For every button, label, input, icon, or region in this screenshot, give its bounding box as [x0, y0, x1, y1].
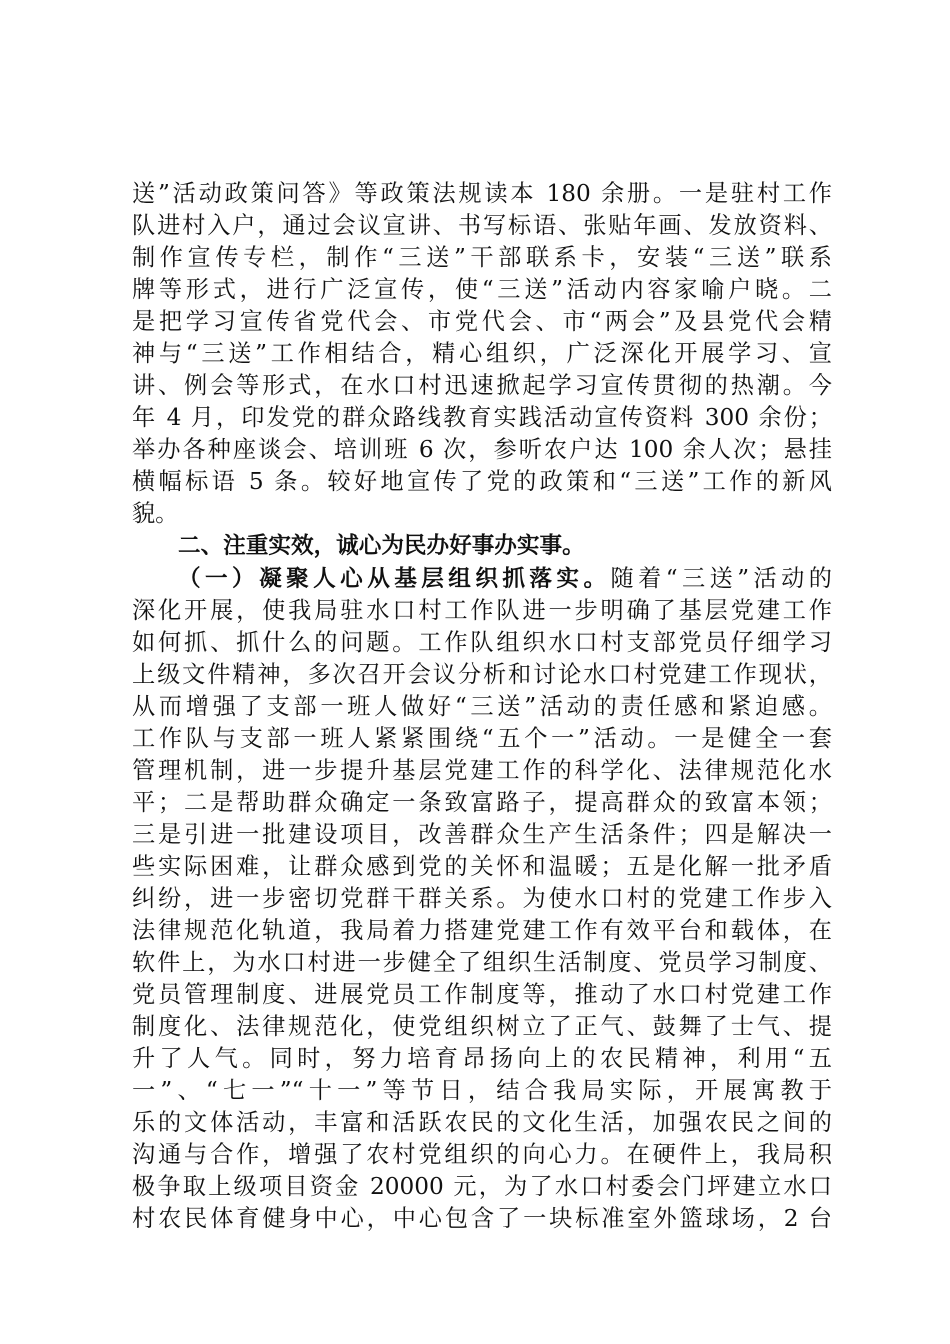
paragraph-2-line-16: 一”、“七一”“十一”等节日，结合我局实际，开展寓教于 [132, 1077, 832, 1104]
paragraph-2-line-11: 法律规范化轨道，我局着力搭建党建工作有效平台和载体，在 [132, 917, 832, 944]
paragraph-2-line-15: 升了人气。同时，努力培育昂扬向上的农民精神，利用“五 [132, 1045, 832, 1072]
paragraph-1-line-8: 年 4 月，印发党的群众路线教育实践活动宣传资料 300 余份； [132, 404, 832, 431]
subheading: （一）凝聚人心从基层组织抓落实。 [178, 566, 611, 592]
paragraph-2-line-2: 如何抓、抓什么的问题。工作队组织水口村支部党员仔细学习 [132, 629, 832, 656]
paragraph-2-line-13: 党员管理制度、进展党员工作制度等，推动了水口村党建工作 [132, 981, 832, 1008]
paragraph-2-line-10: 纠纷，进一步密切党群干群关系。为使水口村的党建工作步入 [132, 885, 832, 912]
paragraph-2-line-18: 沟通与合作，增强了农村党组织的向心力。在硬件上，我局积 [132, 1141, 832, 1168]
paragraph-1-line-4: 牌等形式，进行广泛宣传，使“三送”活动内容家喻户晓。二 [132, 276, 832, 303]
paragraph-1-line-2: 队进村入户，通过会议宣讲、书写标语、张贴年画、发放资料、 [132, 212, 832, 239]
paragraph-2-line-5: 工作队与支部一班人紧紧围绕“五个一”活动。一是健全一套 [132, 725, 832, 752]
paragraph-1-line-9: 举办各种座谈会、培训班 6 次，参听农户达 100 余人次；悬挂 [132, 436, 832, 463]
paragraph-2-line-8: 三是引进一批建设项目，改善群众生产生活条件；四是解决一 [132, 821, 832, 848]
paragraph-1-line-3: 制作宣传专栏，制作“三送”干部联系卡，安装“三送”联系 [132, 244, 832, 271]
paragraph-1-line-10: 横幅标语 5 条。较好地宣传了党的政策和“三送”工作的新风 [132, 468, 832, 495]
paragraph-2-line-19: 极争取上级项目资金 20000 元，为了水口村委会门坪建立水口 [132, 1173, 832, 1200]
paragraph-2-line-17: 乐的文体活动，丰富和活跃农民的文化生活，加强农民之间的 [132, 1109, 832, 1136]
subheading-line [178, 563, 832, 594]
paragraph-2-line-9: 些实际困难，让群众感到党的关怀和温暖；五是化解一批矛盾 [132, 853, 832, 880]
paragraph-2-line-1: 深化开展，使我局驻水口村工作队进一步明确了基层党建工作 [132, 597, 832, 624]
paragraph-1-line-11: 貌。 [132, 500, 179, 527]
paragraph-2-line-7: 平；二是帮助群众确定一条致富路子，提高群众的致富本领； [132, 789, 832, 816]
section-heading: 二、注重实效，诚心为民办好事办实事。 [178, 533, 585, 559]
paragraph-2-line-20: 村农民体育健身中心，中心包含了一块标准室外篮球场，2 台 [132, 1205, 832, 1232]
paragraph-2-line-4: 从而增强了支部一班人做好“三送”活动的责任感和紧迫感。 [132, 693, 832, 720]
paragraph-1-line-1: 送”活动政策问答》等政策法规读本 180 余册。一是驻村工作 [132, 180, 832, 207]
paragraph-1-line-6: 神与“三送”工作相结合，精心组织，广泛深化开展学习、宣 [132, 340, 832, 367]
paragraph-2-line-12: 软件上，为水口村进一步健全了组织生活制度、党员学习制度、 [132, 949, 832, 976]
subheading-tail: 随着“三送”活动的 [610, 565, 832, 592]
paragraph-1-line-5: 是把学习宣传省党代会、市党代会、市“两会”及县党代会精 [132, 308, 832, 335]
paragraph-1-line-7: 讲、例会等形式，在水口村迅速掀起学习宣传贯彻的热潮。今 [132, 372, 832, 399]
paragraph-2-line-14: 制度化、法律规范化，使党组织树立了正气、鼓舞了士气、提 [132, 1013, 832, 1040]
paragraph-2-line-6: 管理机制，进一步提升基层党建工作的科学化、法律规范化水 [132, 757, 832, 784]
paragraph-2-line-3: 上级文件精神，多次召开会议分析和讨论水口村党建工作现状， [132, 661, 832, 688]
